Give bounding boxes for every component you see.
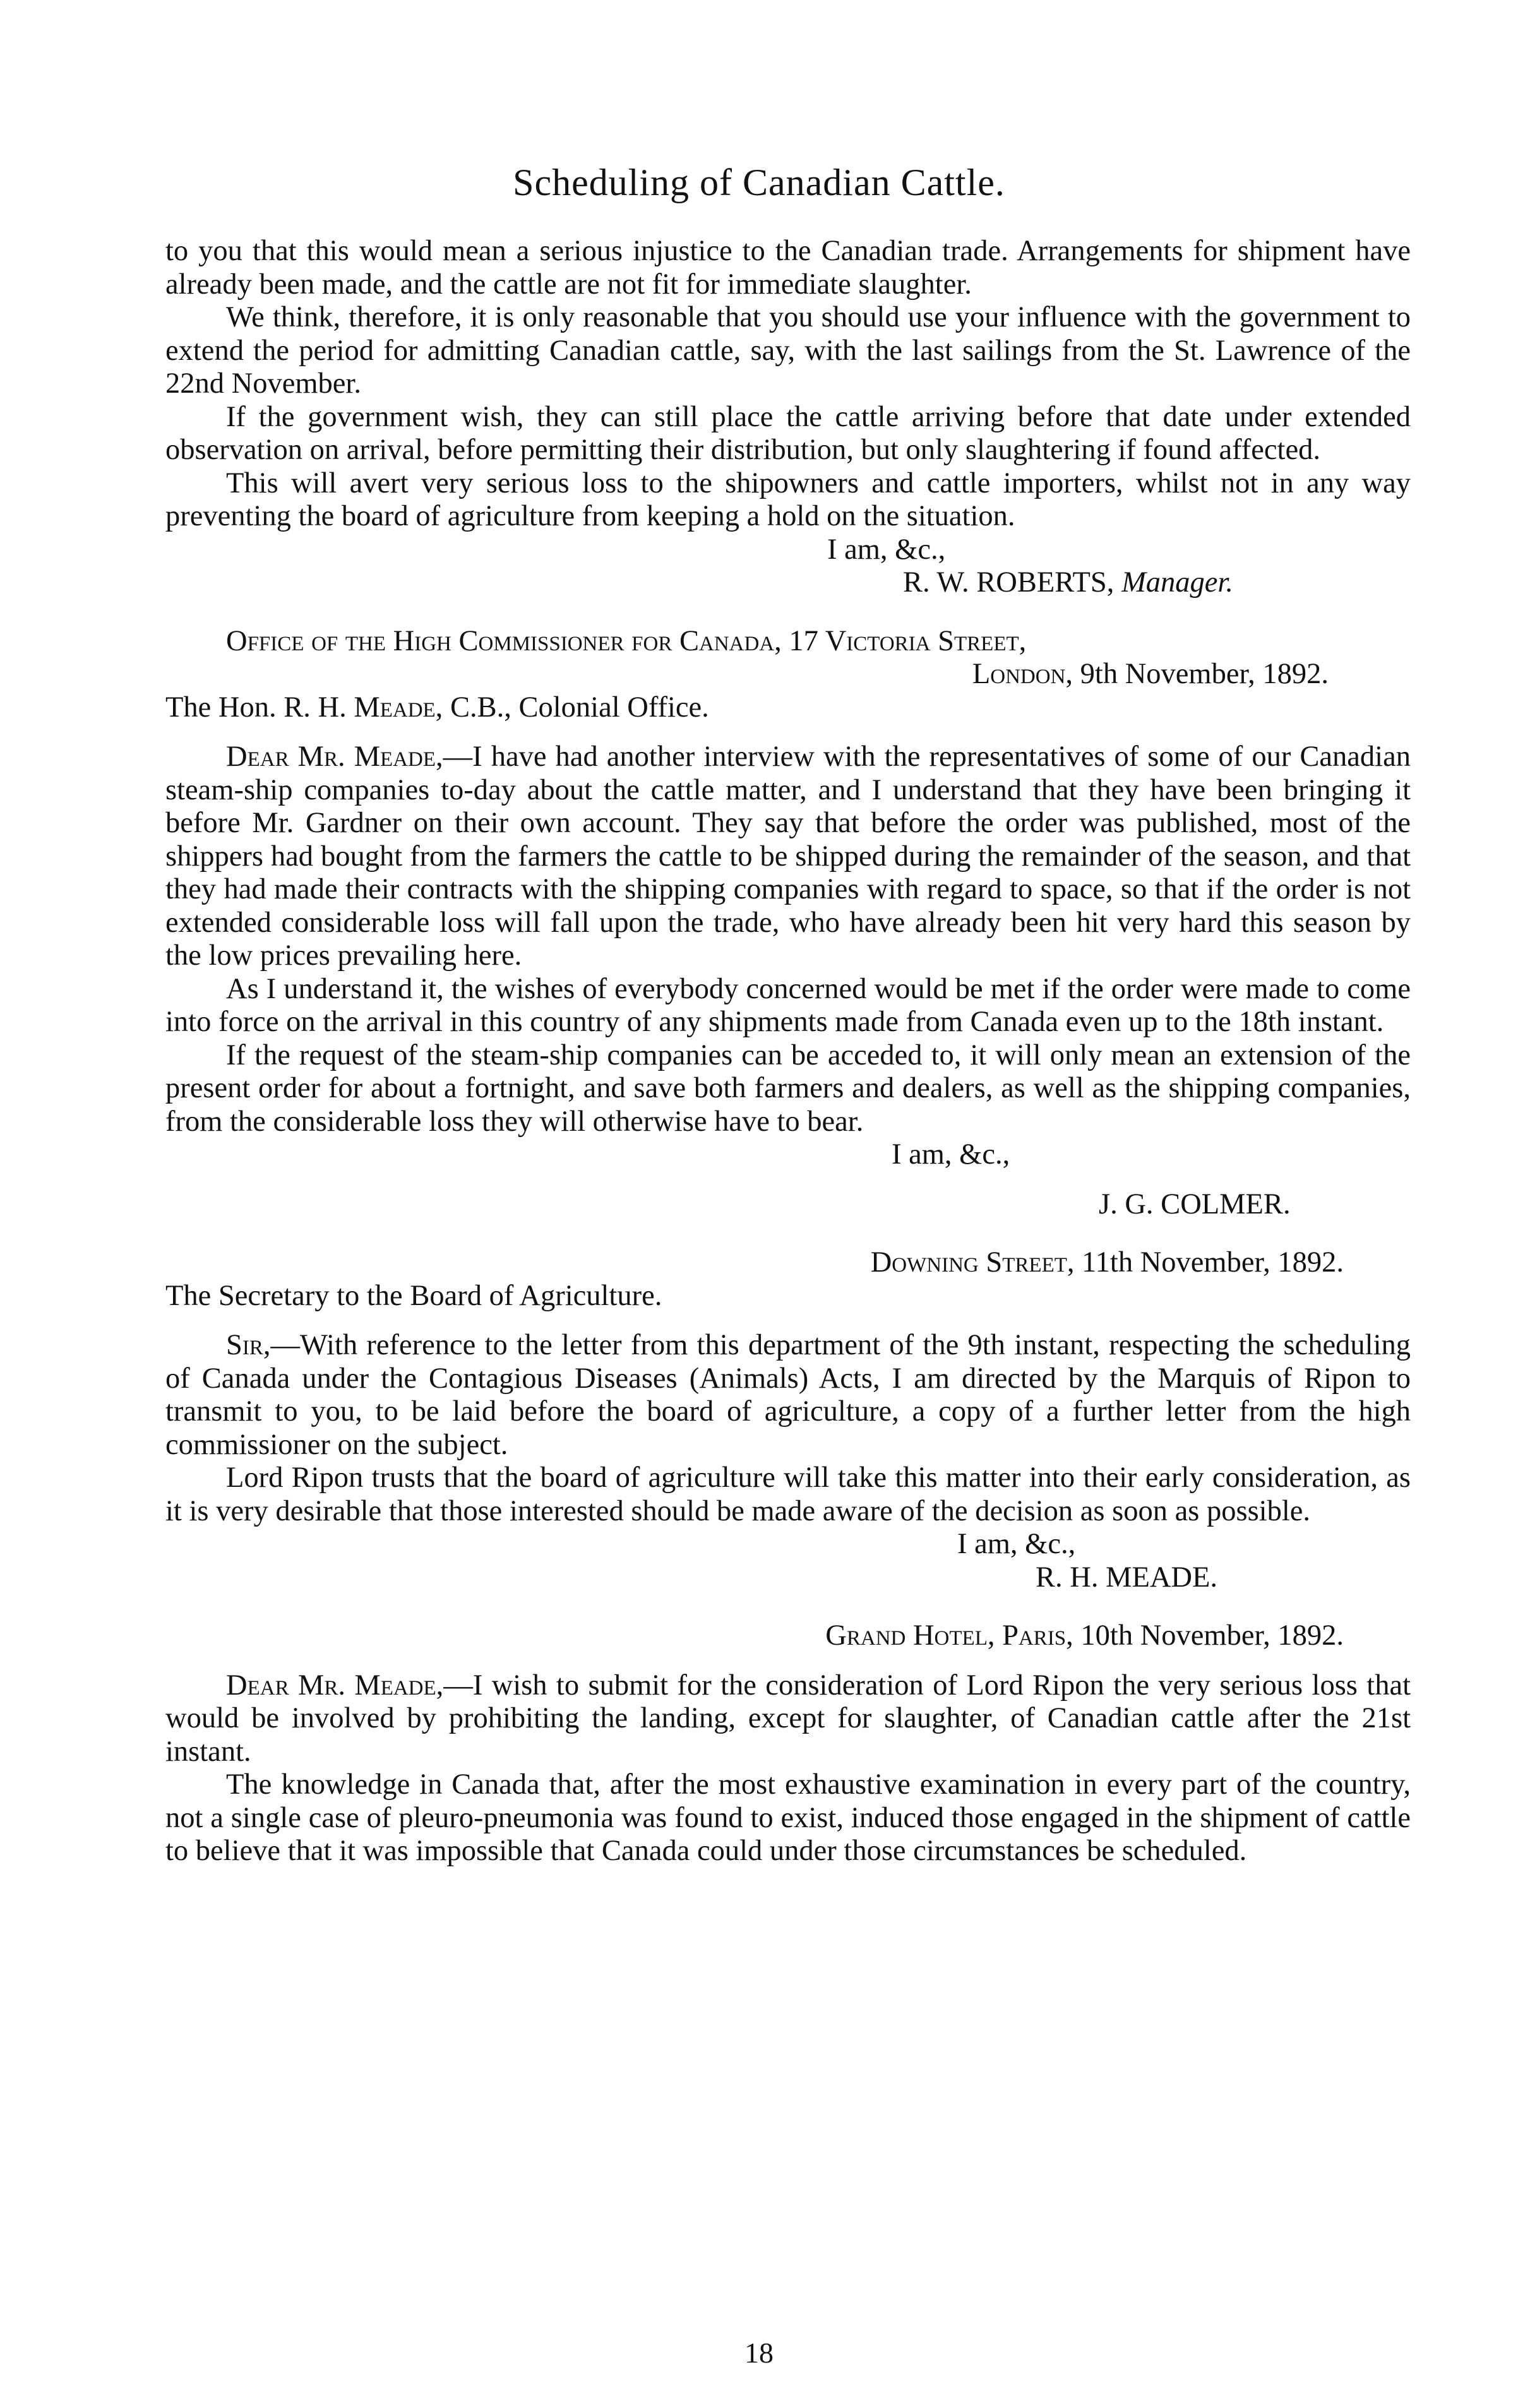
signature: R. H. MEADE. xyxy=(1036,1561,1218,1594)
letter-colmer xyxy=(165,625,1411,1222)
paragraph: This will avert very serious loss to the shipowners and cattle importers, whilst not in any way preventing the board of agriculture from keeping a hold on the situation. xyxy=(165,467,1411,532)
paragraph: We think, therefore, it is only reasonable that you should use your influence with the government to extend the period for admitting Canadian cattle, say, with the last sailings from the St. Lawrence of the 22nd November. xyxy=(165,301,1411,400)
heading-place: London, xyxy=(972,658,1073,690)
closing: I am, &c., xyxy=(957,1528,1076,1560)
heading-date: 11th November, 1892. xyxy=(1082,1246,1344,1279)
paragraph-text: —I have had another interview with the representatives of some of our Canadian steam-ship companies to-day about the cattle matter, and I understand that they have been bringing it before Mr. Gardner on their own account. They say that before the order was published, most of the shippers had bought from the farmers the cattle to be shipped during the remainder of the season, and that they had made their contracts with the shipping companies with regard to space, so that if the order is not extended considerable loss will fall upon the trade, who have already been hit very hard this season by the low prices prevailing here. xyxy=(165,741,1411,972)
salutation: Sir, xyxy=(226,1329,271,1361)
addressee-suffix: C.B., Colonial Office. xyxy=(450,691,709,724)
spacer xyxy=(165,1221,1411,1246)
spacer xyxy=(165,1313,1411,1329)
letter-heading: Office of the High Commissioner for Canada, 17 Victoria Street, xyxy=(226,624,1027,657)
spacer xyxy=(165,1653,1411,1669)
page-number: 18 xyxy=(744,2337,774,2369)
salutation: Dear Mr. Meade, xyxy=(226,741,443,773)
paragraph: to you that this would mean a serious injustice to the Canadian trade. Arrangements for shipment have already been made, and the cattle are not fit for immediate slaughter. xyxy=(165,235,1411,301)
spacer xyxy=(165,600,1411,625)
addressee-prefix: The Hon. R. H. xyxy=(165,691,347,724)
paragraph: The knowledge in Canada that, after the most exhaustive examination in every part of the country, not a single case of pleuro-pneumonia was found to exist, induced those engaged in the shipment of cattle to believe that it was impossible that Canada could under those circumstances be scheduled. xyxy=(165,1768,1411,1867)
addressee xyxy=(165,691,1411,725)
closing: I am, &c., xyxy=(827,533,946,566)
paragraph xyxy=(165,741,1411,973)
letter-paris xyxy=(165,1619,1411,1868)
paragraph-text: —With reference to the letter from this department of the 9th instant, respecting the scheduling of Canada under the Contagious Diseases (Animals) Acts, I am directed by the Marquis of Ripon to transmit to you, to be laid before the board of agriculture, a copy of a further letter from the high commissioner on the subject. xyxy=(165,1329,1411,1461)
running-title: Scheduling of Canadian Cattle. xyxy=(513,162,1005,203)
letter-heading xyxy=(165,1246,1411,1280)
paragraph: Lord Ripon trusts that the board of agriculture will take this matter into their early consideration, as it is very desirable that those interested should be made aware of the decision as soon as possible. xyxy=(165,1462,1411,1527)
signature xyxy=(165,566,1411,600)
document-body xyxy=(165,235,1411,1868)
closing: I am, &c., xyxy=(892,1138,1010,1171)
addressee: The Secretary to the Board of Agriculture. xyxy=(165,1279,662,1312)
paragraph xyxy=(165,1329,1411,1462)
paragraph xyxy=(165,1669,1411,1769)
paragraph: If the government wish, they can still place the cattle arriving before that date under extended observation on arrival, before permitting their distribution, but only slaughtering if found affected. xyxy=(165,400,1411,466)
signature-title: Manager. xyxy=(1121,566,1234,599)
paragraph: As I understand it, the wishes of everybody concerned would be met if the order were made to come into force on the arrival in this country of any shipments made from Canada even up to the 18th instant. xyxy=(165,972,1411,1038)
paragraph: If the request of the steam-ship companies can be acceded to, it will only mean an extension of the present order for about a fortnight, and save both farmers and dealers, as well as the shipping companies, from the considerable loss they will otherwise have to bear. xyxy=(165,1039,1411,1138)
addressee-name: Meade, xyxy=(354,691,443,724)
spacer xyxy=(165,724,1411,741)
heading-place: Downing Street, xyxy=(870,1246,1075,1279)
paragraph-text: —I wish to submit for the consideration of Lord Ripon the very serious loss that would be involved by prohibiting the landing, except for slaughter, of Canadian cattle after the 21st instant. xyxy=(165,1669,1411,1768)
signature: J. G. COLMER. xyxy=(1099,1188,1291,1220)
letter-heading-date xyxy=(165,658,1411,691)
letter-heading xyxy=(165,1619,1411,1653)
letter-roberts xyxy=(165,235,1411,600)
heading-place: Grand Hotel, Paris, xyxy=(825,1619,1073,1652)
spacer xyxy=(165,1172,1411,1188)
heading-date: 10th November, 1892. xyxy=(1080,1619,1344,1652)
letter-meade xyxy=(165,1246,1411,1594)
heading-date: 9th November, 1892. xyxy=(1080,658,1329,690)
salutation: Dear Mr. Meade, xyxy=(226,1669,444,1702)
spacer xyxy=(165,1594,1411,1619)
signature-name: R. W. ROBERTS, xyxy=(903,566,1115,599)
